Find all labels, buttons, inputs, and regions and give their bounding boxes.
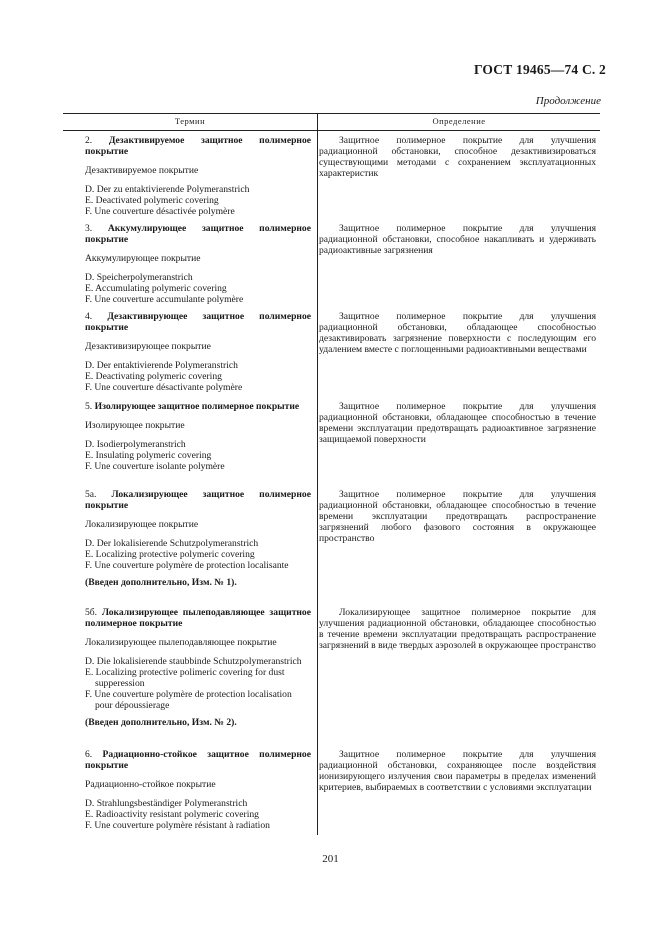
term-entry-5 [85, 401, 311, 472]
amendment-note: (Введен дополнительно, Изм. № 1). [85, 577, 237, 588]
term-title: 5б. Локализирующее пылеподавляющее защитное полимерное покрытие [85, 607, 311, 629]
term-german: D. Strahlungsbeständiger Polymeranstrich [85, 798, 248, 809]
term-german: D. Isodierpolymeranstrich [85, 439, 186, 450]
term-english: E. Accumulating polymeric covering [85, 283, 227, 294]
term-title: 5а. Локализирующее защитное полимерное покрытие [85, 489, 311, 511]
term-short-form: Дезактивируемое покрытие [85, 165, 199, 176]
column-header-term: Термин [174, 116, 206, 126]
definition-entry-5: Защитное полимерное покрытие для улучшения радиационной обстановки, обладающее способностью в течение времени эксплуатации предотвращать радиоактивное загрязнение защищаемой поверхности [319, 401, 596, 445]
term-translations [85, 360, 311, 393]
term-german: D. Der zu entaktivierende Polymeranstrich [85, 184, 250, 195]
term-english: E. Localizing protective polymeric covering [85, 549, 255, 560]
definition-entry-3: Защитное полимерное покрытие для улучшения радиационной обстановки, способное накапливать и удерживать радиоактивные загрязнения [319, 223, 596, 256]
amendment-note: (Введен дополнительно, Изм. № 2). [85, 717, 237, 728]
term-translations [85, 798, 311, 831]
document-header: ГОСТ 19465—74 С. 2 [473, 62, 606, 77]
term-short-form: Локализирующее покрытие [85, 519, 199, 530]
term-english: E. Deactivated polymeric covering [85, 195, 219, 206]
term-short-form: Локализирующее пылеподавляющее покрытие [85, 637, 277, 648]
term-german: D. Der entaktivierende Polymeranstrich [85, 360, 238, 371]
term-entry-2 [85, 135, 311, 217]
term-translations [85, 439, 311, 472]
term-french: F. Une couverture désactivée polymère [85, 206, 235, 217]
term-entry-4 [85, 311, 311, 393]
table-header-rule [63, 130, 600, 131]
term-translations [85, 538, 311, 571]
definition-entry-2: Защитное полимерное покрытие для улучшения радиационной обстановки, способное дезактивизироваться существующими методами с сохранением эксплуатационных характеристик [319, 135, 596, 179]
term-french: F. Une couverture désactivante polymère [85, 382, 243, 393]
term-entry-6 [85, 749, 311, 831]
term-english: E. Radioactivity resistant polymeric covering [85, 809, 259, 820]
page-number: 201 [322, 853, 339, 865]
term-short-form: Изолирующее покрытие [85, 420, 185, 431]
column-header-definition: Определение [432, 116, 486, 126]
term-french: F. Une couverture polymère résistant à radiation [85, 820, 270, 831]
definition-entry-4: Защитное полимерное покрытие для улучшения радиационной обстановки, обладающее способностью дезактивировать загрязнение поверхности с последующим его удалением вместе с поглощенными радиоактивными веществами [319, 311, 596, 355]
term-entry-5b [85, 607, 311, 728]
term-french: F. Une couverture accumulante polymère [85, 294, 244, 305]
term-translations [85, 272, 311, 305]
term-german: D. Die lokalisierende staubbinde Schutzpolymeranstrich [85, 656, 302, 667]
term-french: F. Une couverture polymère de protection localisation pour dépoussierage [85, 689, 292, 711]
term-title: 3. Аккумулирующее защитное полимерное покрытие [85, 223, 311, 245]
term-german: D. Speicherpolymeranstrich [85, 272, 193, 283]
term-short-form: Радиационно-стойкое покрытие [85, 779, 216, 790]
term-french: F. Une couverture polymère de protection localisante [85, 560, 289, 571]
column-divider [317, 113, 318, 835]
term-short-form: Дезактивизирующее покрытие [85, 341, 211, 352]
term-english: E. Deactivating polymeric covering [85, 371, 222, 382]
table-top-rule [63, 113, 600, 114]
definition-entry-6: Защитное полимерное покрытие для улучшения радиационной обстановки, сохраняющее после воздействия ионизирующего излучения свои параметры в пределах изменений критериев, выбираемых в соответствии с условиями эксплуатации [319, 749, 596, 793]
term-english: E. Insulating polymeric covering [85, 450, 212, 461]
terms-table [63, 113, 600, 835]
term-title: 2. Дезактивируемое защитное полимерное покрытие [85, 135, 311, 157]
term-short-form: Аккумулирующее покрытие [85, 253, 201, 264]
term-title: 5. Изолирующее защитное полимерное покрытие [85, 401, 300, 412]
definition-entry-5b: Локализирующее защитное полимерное покрытие для улучшения радиационной обстановки, обладающее способностью в течение времени эксплуатации предотвращать распространение загрязнений в виде твердых аэрозолей в окружающее пространство [319, 607, 596, 651]
term-entry-3 [85, 223, 311, 305]
term-german: D. Der lokalisierende Schutzpolymeranstrich [85, 538, 259, 549]
term-english: E. Localizing protective polimeric covering for dust supperession [85, 667, 285, 689]
term-translations [85, 184, 311, 217]
term-translations [85, 656, 311, 711]
continued-label: Продолжение [535, 95, 601, 107]
term-entry-5a [85, 489, 311, 588]
term-title: 4. Дезактивирующее защитное полимерное покрытие [85, 311, 312, 333]
term-french: F. Une couverture isolante polymère [85, 461, 225, 472]
term-title: 6. Радиационно-стойкое защитное полимерное покрытие [85, 749, 311, 771]
definition-entry-5a: Защитное полимерное покрытие для улучшения радиационной обстановки, обладающее способностью в течение времени эксплуатации предотвращать распространение загрязнений любого фазового состояния в окружающее пространство [319, 489, 596, 544]
